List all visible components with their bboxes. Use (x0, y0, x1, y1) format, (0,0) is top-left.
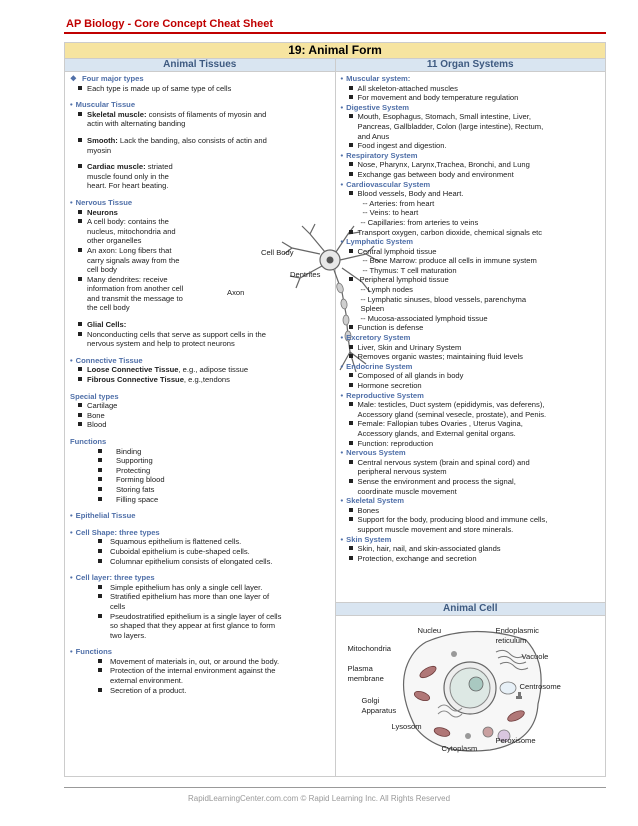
peroxisome-label: Peroxisome (495, 736, 536, 745)
list-item-cont: the cell body (87, 303, 130, 313)
list-item: Sense the environment and process the signal, (341, 477, 601, 487)
list-item: Liver, Skin and Urinary System (341, 343, 601, 353)
respiratory-system-heading: • Respiratory System (340, 150, 418, 160)
list-item: Skeletal muscle: consists of filaments of myosin and (70, 110, 330, 120)
list-item-cont: information from another cell (87, 284, 184, 294)
list-item-cont: Spleen (360, 304, 385, 314)
golgi-label-2: Apparatus (361, 706, 397, 715)
list-item: Smooth: Lack the banding, also consists of actin and (70, 136, 330, 146)
list-item-cont: cells (110, 601, 126, 611)
functions-heading: Functions (70, 437, 107, 446)
epithelial-tissue-heading: • Epithelial Tissue (70, 511, 136, 521)
list-item-cont: so shaped that they appear at first glance to form (110, 621, 276, 631)
list-item: Binding (70, 447, 330, 457)
list-item: Columnar epithelium consists of elongated cells. (70, 557, 330, 567)
list-item-cont: actin with alternating banding (87, 119, 186, 129)
list-item: Stratified epithelium has more than one layer of (70, 592, 330, 602)
major-types-heading: ❖ Four major types (70, 74, 144, 83)
list-item: Peripheral lymphoid tissue (341, 275, 601, 285)
list-item: Nonconducting cells that serve as support cells in the (70, 330, 330, 340)
list-item-cont: nucleus, mitochondria and (87, 226, 176, 236)
digestive-system-heading: • Digestive System (340, 102, 410, 112)
list-item: Food ingest and digestion. (341, 141, 601, 151)
plasma-label-2: membrane (347, 674, 384, 683)
list-item-cont: Accessory glands, and External genital organs. (357, 428, 516, 438)
reproductive-system-heading: • Reproductive System (340, 390, 424, 400)
list-item: Fibrous Connective Tissue, e.g.,tendons (70, 375, 330, 385)
animal-tissues-column (65, 72, 336, 777)
footer-text: RapidLearningCenter.com.com © Rapid Learning Inc. All Rights Reserved (187, 794, 451, 803)
list-item: Cuboidal epithelium is cube-shaped cells. (70, 547, 330, 557)
skin-system-heading: • Skin System (340, 534, 392, 544)
list-item-cont: cell body (87, 265, 117, 275)
nucleu-label: Nucleu (417, 626, 442, 635)
list-item: Protection of the internal environment against the (70, 666, 330, 676)
organ-systems-column (335, 72, 606, 603)
functions2-heading: • Functions (70, 647, 112, 657)
connective-tissue-heading: • Connective Tissue (70, 355, 143, 365)
animal-tissues-heading: Animal Tissues (65, 59, 336, 72)
vacuole-label: Vacuole (521, 652, 549, 661)
list-item: Simple epithelium has only a single cell layer. (70, 583, 330, 593)
list-item-cont: -- Mucosa-associated lymphoid tissue (360, 313, 488, 323)
list-item-cont: coordinate muscle movement (357, 486, 457, 496)
list-item: Each type is made up of same type of cells (70, 84, 330, 94)
list-item: Hormone secretion (341, 381, 601, 391)
list-item-cont: carry signals away from the (87, 255, 180, 265)
lysosom-label: Lysosom (391, 722, 422, 731)
axon-label: Axon (227, 288, 245, 297)
list-item-cont: -- Thymus: T cell maturation (362, 265, 457, 275)
list-item: Central lymphoid tissue (341, 247, 601, 257)
list-item: All skeleton-attached muscles (341, 84, 601, 94)
plasma-label-1: Plasma (347, 664, 373, 673)
list-item: Central nervous system (brain and spinal cord) and (341, 458, 601, 468)
list-item: Blood (70, 420, 330, 430)
list-item-cont: heart. For heart beating. (87, 181, 169, 191)
cytoplasm-label: Cytoplasm (441, 744, 478, 753)
cell-body-label: Cell Body (261, 248, 294, 257)
list-item: An axon: Long fibers that (70, 246, 330, 256)
list-item: Nose, Pharynx, Larynx,Trachea, Bronchi, and Lung (341, 160, 601, 170)
list-item-cont: muscle found only in the (87, 171, 169, 181)
mitochondria-label: Mitochondria (347, 644, 391, 653)
title-rule (64, 32, 606, 34)
list-item: Blood vessels, Body and Heart. (341, 189, 601, 199)
list-item: Cartilage (70, 401, 330, 411)
list-item: Forming blood (70, 475, 330, 485)
list-item: Mouth, Esophagus, Stomach, Small intestine, Liver, (341, 112, 601, 122)
cell-layer-heading: • Cell layer: three types (70, 573, 155, 583)
nervous-tissue-heading: • Nervous Tissue (70, 197, 133, 207)
list-item-cont: Accessory gland (seminal vesecle, prostate), and Penis. (357, 409, 547, 419)
skeletal-system-heading: • Skeletal System (340, 496, 405, 506)
dendrites-label: Dentrites (290, 270, 321, 279)
cardiovascular-system-heading: • Cardiovascular System (340, 179, 431, 189)
list-item-cont: and transmit the message to (87, 293, 183, 303)
list-item: For movement and body temperature regulation (341, 93, 601, 103)
list-item: Pseudostratified epithelium is a single layer of cells (70, 612, 330, 622)
list-item: A cell body: contains the (70, 217, 330, 227)
nervous-system-heading: • Nervous System (340, 448, 406, 458)
er-label-2: reticulum (495, 636, 527, 645)
list-item: Squamous epithelium is flattened cells. (70, 537, 330, 547)
list-item: Exchange gas between body and environment (341, 170, 601, 180)
list-item-cont: myosin (87, 145, 112, 155)
list-item: Secretion of a product. (70, 686, 330, 696)
list-item-cont: two layers. (110, 630, 147, 640)
list-item-cont: -- Arteries: from heart (362, 198, 435, 208)
muscular-tissue-heading: • Muscular Tissue (70, 100, 136, 110)
list-item-cont: -- Lymphatic sinuses, blood vessels, parenchyma (360, 294, 527, 304)
list-item: Function is defense (341, 323, 601, 333)
list-item: Removes organic wastes; maintaining fluid levels (341, 352, 601, 362)
list-item-cont: -- Bone Marrow: produce all cells in immune system (362, 256, 537, 266)
list-item-cont: external environment. (110, 676, 184, 686)
excretory-system-heading: • Excretory System (340, 333, 411, 343)
sheet-title: AP Biology - Core Concept Cheat Sheet (66, 18, 273, 30)
list-item: Female: Fallopian tubes Ovaries , Uterus Vagina, (341, 419, 601, 429)
list-item: Transport oxygen, carbon dioxide, chemical signals etc (341, 228, 601, 238)
list-item: Protection, exchange and secretion (341, 554, 601, 564)
animal-cell-diagram (336, 616, 606, 766)
list-item: Supporting (70, 456, 330, 466)
list-item-cont: other organelles (87, 236, 142, 246)
list-item-cont: -- Veins: to heart (362, 208, 419, 218)
animal-cell-panel (335, 603, 606, 777)
list-item: Composed of all glands in body (341, 371, 601, 381)
list-item: Function: reproduction (341, 439, 601, 449)
list-item: Support for the body, producing blood and immune cells, (341, 515, 601, 525)
list-item: Storing fats (70, 485, 330, 495)
muscular-system-heading: • Muscular system: (340, 74, 411, 83)
list-item-cont: nervous system and help to protect neurons (87, 339, 235, 349)
golgi-label-1: Golgi (361, 696, 380, 705)
list-item: Skin, hair, nail, and skin-associated glands (341, 544, 601, 554)
list-item: Cardiac muscle: striated (70, 162, 330, 172)
list-item: Protecting (70, 466, 330, 476)
list-item-cont: -- Lymph nodes (360, 285, 413, 295)
endocrine-system-heading: • Endocrine System (340, 361, 413, 371)
cell-shape-heading: • Cell Shape: three types (70, 527, 160, 537)
lymphatic-system-heading: • Lymphatic System (340, 237, 413, 247)
list-item-cont: and Anus (357, 131, 390, 141)
list-item: Movement of materials in, out, or around the body. (70, 657, 330, 667)
list-item: Bones (341, 506, 601, 516)
er-label-1: Endoplasmic (495, 626, 539, 635)
list-item: Many dendrites: receive (70, 275, 330, 285)
list-item-cont: Pancreas, Gallbladder, Colon (large intestine), Rectum, (357, 121, 544, 131)
list-item: Bone (70, 411, 330, 421)
organ-systems-heading: 11 Organ Systems (335, 59, 606, 72)
list-item: Glial Cells: (70, 320, 330, 330)
content-table (64, 42, 606, 777)
list-item: Loose Connective Tissue, e.g., adipose tissue (70, 365, 330, 375)
list-item-cont: -- Capillaries: from arteries to veins (360, 217, 479, 227)
section-title: 19: Animal Form (65, 43, 606, 59)
special-types-heading: Special types (70, 391, 119, 401)
footer-rule (64, 787, 606, 788)
list-item: Filling space (70, 495, 330, 505)
list-item: Male: testicles, Duct system (epididymis, vas deferens), (341, 400, 601, 410)
animal-cell-heading: Animal Cell (336, 603, 606, 616)
list-item-cont: peripheral nervous system (357, 467, 447, 477)
centrosome-label: Centrosome (519, 682, 561, 691)
diamond-bullet-icon: ❖ (70, 74, 77, 83)
list-item: Neurons (70, 208, 330, 218)
list-item-cont: support muscle movement and store minerals. (357, 524, 514, 534)
